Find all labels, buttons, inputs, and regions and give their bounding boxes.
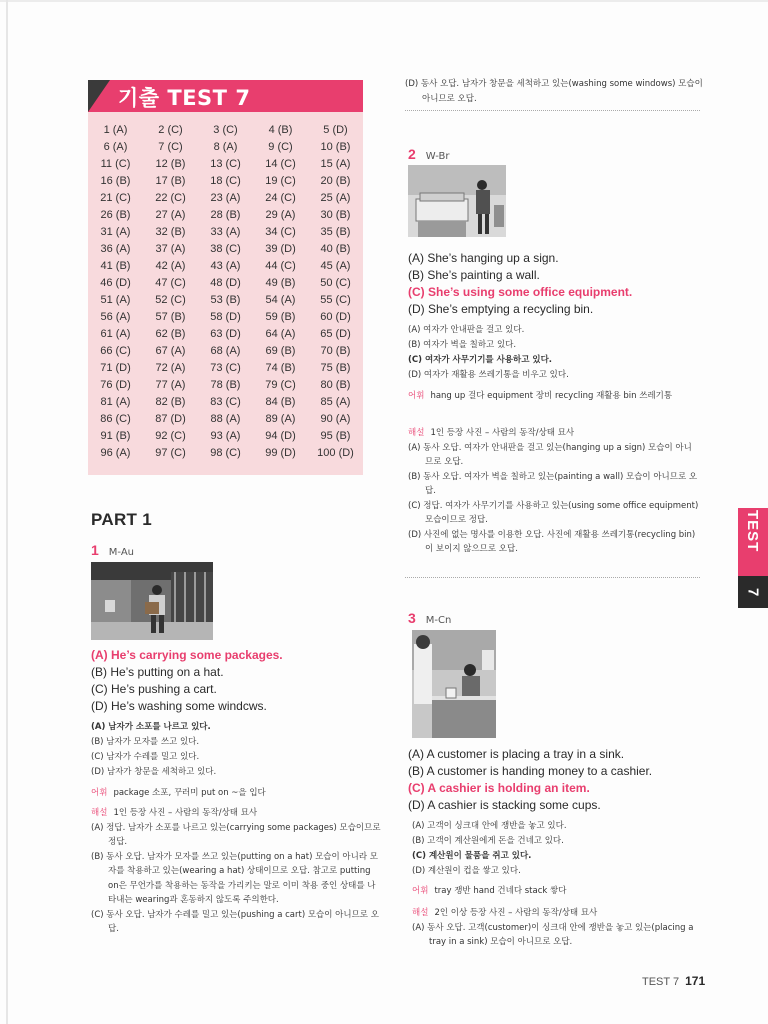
answer-key-item: 84 (B)	[265, 396, 296, 408]
answer-key-item: 95 (B)	[320, 430, 351, 442]
q2-expl-head	[408, 426, 700, 441]
answer-key-item: 97 (C)	[155, 447, 186, 459]
q2-vocab	[408, 389, 698, 403]
answer-key-item: 100 (D)	[317, 447, 354, 459]
answer-key-item: 55 (C)	[320, 294, 351, 306]
answer-key-item: 56 (A)	[100, 311, 131, 323]
q2-expl-a: (A) 동사 오답. 여자가 안내판을 걸고 있는(hanging up a sign) 모습이 아니므로 오답.	[408, 442, 692, 467]
q1-translation-b: (B) 남자가 모자를 쓰고 있다.	[91, 737, 200, 747]
q3-option-a: (A) A customer is placing a tray in a sink.	[408, 747, 625, 761]
answer-key-item: 13 (C)	[210, 158, 241, 170]
answer-key-item: 90 (A)	[320, 413, 351, 425]
vocab-label: 어휘	[91, 788, 108, 798]
page-footer	[642, 974, 705, 988]
answer-key-item: 24 (C)	[265, 192, 296, 204]
answer-key-item: 77 (A)	[155, 379, 186, 391]
answer-key-item: 19 (C)	[265, 175, 296, 187]
q1-expl-c: (C) 동사 오답. 남자가 수레를 밀고 있는(pushing a cart) 모습이 아니므로 오답.	[91, 909, 379, 934]
answer-key-item: 47 (C)	[155, 277, 186, 289]
answer-key-item: 34 (C)	[265, 226, 296, 238]
answer-key-item: 33 (A)	[210, 226, 241, 238]
q2-photo	[408, 165, 506, 237]
q2-expl-head-text: 1인 등장 사진 – 사람의 동작/상태 묘사	[430, 428, 575, 438]
q2-translation-d: (D) 여자가 재활용 쓰레기통을 비우고 있다.	[408, 370, 569, 380]
q2-translation-c: (C) 여자가 사무기기를 사용하고 있다.	[408, 355, 553, 365]
q1-expl-a: (A) 정답. 남자가 소포를 나르고 있는(carrying some packages) 모습이므로 정답.	[91, 822, 381, 847]
answer-key-item: 27 (A)	[155, 209, 186, 221]
q1-explanation	[91, 806, 381, 937]
q1-option-d: (D) He’s washing some windcws.	[91, 699, 267, 713]
answer-key-item: 49 (B)	[265, 277, 296, 289]
q2-header	[408, 146, 450, 162]
q2-option-c: (C) She’s using some office equipment.	[408, 285, 633, 299]
answer-key-item: 96 (A)	[100, 447, 131, 459]
q1-photo	[91, 562, 213, 640]
answer-key-item: 65 (D)	[320, 328, 351, 340]
expl-label: 해설	[91, 808, 108, 818]
answer-key-item: 16 (B)	[100, 175, 131, 187]
q2-options	[408, 250, 632, 318]
answer-key-item: 61 (A)	[100, 328, 131, 340]
answer-key-item: 50 (C)	[320, 277, 351, 289]
answer-key-item: 75 (B)	[320, 362, 351, 374]
q3-expl-head-text: 2인 이상 등장 사진 – 사람의 동작/상태 묘사	[434, 908, 598, 918]
answer-key-item: 79 (C)	[265, 379, 296, 391]
answer-key-item: 67 (A)	[155, 345, 186, 357]
q3-option-c: (C) A cashier is holding an item.	[408, 781, 590, 795]
answer-key-item: 74 (B)	[265, 362, 296, 374]
answer-key-item: 86 (C)	[100, 413, 131, 425]
answer-key-item: 32 (B)	[155, 226, 186, 238]
answer-key-header	[88, 80, 363, 112]
q3-photo-image	[412, 630, 496, 738]
answer-key-item: 40 (B)	[320, 243, 351, 255]
q3-translation-d: (D) 계산원이 컵을 쌓고 있다.	[412, 866, 521, 876]
divider	[405, 110, 700, 111]
answer-key-item: 29 (A)	[265, 209, 296, 221]
answer-key-item: 60 (D)	[320, 311, 351, 323]
answer-key-item: 52 (C)	[155, 294, 186, 306]
answer-key-item: 62 (B)	[155, 328, 186, 340]
answer-key-grid	[88, 122, 363, 462]
answer-key-item: 39 (D)	[265, 243, 296, 255]
answer-key-item: 93 (A)	[210, 430, 241, 442]
answer-key-item: 4 (B)	[268, 124, 293, 136]
answer-key-item: 11 (C)	[100, 158, 131, 170]
answer-key-item: 25 (A)	[320, 192, 351, 204]
answer-key-item: 7 (C)	[158, 141, 183, 153]
q3-translation-c: (C) 계산원이 물품을 쥐고 있다.	[412, 851, 532, 861]
answer-key-item: 12 (B)	[155, 158, 186, 170]
expl-label: 해설	[412, 908, 429, 918]
q3-vocab-text: tray 쟁반 hand 건네다 stack 쌓다	[434, 886, 567, 896]
q3-expl-head	[412, 906, 702, 921]
q1-option-b: (B) He’s putting on a hat.	[91, 665, 224, 679]
q3-voice: M-Cn	[425, 615, 452, 626]
q2-photo-image	[408, 165, 506, 237]
answer-key-item: 98 (C)	[210, 447, 241, 459]
q1-header	[91, 542, 134, 558]
answer-key-item: 51 (A)	[100, 294, 131, 306]
answer-key-item: 44 (C)	[265, 260, 296, 272]
vocab-label: 어휘	[408, 391, 425, 401]
header-corner	[88, 80, 110, 112]
q3-vocab	[412, 884, 702, 898]
answer-key-item: 92 (C)	[155, 430, 186, 442]
answer-key-item: 36 (A)	[100, 243, 131, 255]
footer-label: TEST 7	[642, 976, 680, 988]
answer-key-item: 87 (D)	[155, 413, 186, 425]
answer-key-item: 41 (B)	[100, 260, 131, 272]
answer-key-item: 73 (C)	[210, 362, 241, 374]
q3-translation-b: (B) 고객이 계산원에게 돈을 건네고 있다.	[412, 836, 564, 846]
q1-number: 1	[91, 542, 99, 558]
answer-key-item: 35 (B)	[320, 226, 351, 238]
q1-expl-d: (D) 동사 오답. 남자가 창문을 세척하고 있는(washing some windows) 모습이 아니므로 오답.	[405, 79, 703, 104]
answer-key-item: 81 (A)	[100, 396, 131, 408]
q1-option-c: (C) He’s pushing a cart.	[91, 682, 217, 696]
answer-key-item: 5 (D)	[323, 124, 348, 136]
q2-expl-c: (C) 정답. 여자가 사무기기를 사용하고 있는(using some office equipment) 모습이므로 정답.	[408, 500, 699, 525]
answer-key-item: 1 (A)	[103, 124, 128, 136]
q1-translation-c: (C) 남자가 수레를 밀고 있다.	[91, 752, 200, 762]
q2-translation-b: (B) 여자가 벽을 칠하고 있다.	[408, 340, 517, 350]
q1-voice: M-Au	[108, 547, 134, 558]
answer-key-item: 6 (A)	[103, 141, 128, 153]
q2-option-a: (A) She’s hanging up a sign.	[408, 251, 559, 265]
answer-key-item: 68 (A)	[210, 345, 241, 357]
answer-key-item: 46 (D)	[100, 277, 131, 289]
q1-translations	[91, 720, 216, 780]
answer-key-item: 2 (C)	[158, 124, 183, 136]
answer-key-item: 31 (A)	[100, 226, 131, 238]
answer-key-item: 71 (D)	[100, 362, 131, 374]
q3-header	[408, 610, 451, 626]
answer-key-item: 30 (B)	[320, 209, 351, 221]
answer-key-item: 38 (C)	[210, 243, 241, 255]
answer-key-item: 76 (D)	[100, 379, 131, 391]
q2-vocab-text: hang up 걸다 equipment 장비 recycling 재활용 bin 쓰레기통	[430, 391, 673, 401]
answer-key-item: 57 (B)	[155, 311, 186, 323]
q3-options	[408, 746, 652, 814]
q2-explanation	[408, 426, 700, 557]
answer-key-item: 9 (C)	[268, 141, 293, 153]
answer-key-item: 88 (A)	[210, 413, 241, 425]
page-number: 171	[685, 974, 706, 988]
q2-expl-b: (B) 동사 오답. 여자가 벽을 칠하고 있는(painting a wall) 모습이 아니므로 오답.	[408, 471, 698, 496]
answer-key-item: 21 (C)	[100, 192, 131, 204]
scan-edge-top	[0, 0, 768, 2]
answer-key-item: 8 (A)	[213, 141, 238, 153]
q3-option-d: (D) A cashier is stacking some cups.	[408, 798, 601, 812]
answer-key-item: 69 (B)	[265, 345, 296, 357]
q1-options	[91, 647, 283, 715]
answer-key-item: 78 (B)	[210, 379, 241, 391]
q3-explanation	[412, 906, 702, 950]
q1-expl-head-text: 1인 등장 사진 – 사람의 동작/상태 묘사	[113, 808, 258, 818]
answer-key-item: 22 (C)	[155, 192, 186, 204]
answer-key-item: 53 (B)	[210, 294, 241, 306]
q3-number: 3	[408, 610, 416, 626]
answer-key-item: 37 (A)	[155, 243, 186, 255]
q1-expl-head	[91, 806, 381, 821]
answer-key-item: 58 (D)	[210, 311, 241, 323]
answer-key-item: 99 (D)	[265, 447, 296, 459]
answer-key-item: 14 (C)	[265, 158, 296, 170]
answer-key-item: 54 (A)	[265, 294, 296, 306]
answer-key-item: 89 (A)	[265, 413, 296, 425]
q2-translation-a: (A) 여자가 안내판을 걸고 있다.	[408, 325, 525, 335]
q1-expl-b: (B) 동사 오답. 남자가 모자를 쓰고 있는(putting on a hat) 모습이 아니라 모자를 착용하고 있는(wearing a hat) 상태이므로 오답. 참고로 putting on은 무언가를 착용하는 동작을 가리키는 말로 이미 착용 중인 상태를 나타내는 wearing과 혼동하지 않도록 주의한다.	[91, 851, 378, 905]
q2-translations	[408, 323, 569, 383]
answer-key-item: 45 (A)	[320, 260, 351, 272]
q2-voice: W-Br	[425, 151, 450, 162]
side-tab-number: 7	[738, 576, 768, 608]
answer-key-item: 3 (C)	[213, 124, 238, 136]
test-side-tab	[738, 508, 768, 608]
answer-key-item: 26 (B)	[100, 209, 131, 221]
answer-key-item: 85 (A)	[320, 396, 351, 408]
vocab-label: 어휘	[412, 886, 429, 896]
q3-expl-a: (A) 동사 오답. 고객(customer)이 싱크대 안에 쟁반을 놓고 있는(placing a tray in a sink) 모습이 아니므로 오답.	[412, 922, 694, 947]
answer-key-item: 70 (B)	[320, 345, 351, 357]
q2-option-d: (D) She’s emptying a recycling bin.	[408, 302, 594, 316]
answer-key-item: 42 (A)	[155, 260, 186, 272]
answer-key-item: 28 (B)	[210, 209, 241, 221]
answer-key-item: 80 (B)	[320, 379, 351, 391]
q3-translation-a: (A) 고객이 싱크대 안에 쟁반을 놓고 있다.	[412, 821, 567, 831]
divider	[405, 577, 700, 578]
q1-explanation-continued	[405, 77, 705, 106]
answer-key-item: 91 (B)	[100, 430, 131, 442]
answer-key-item: 43 (A)	[210, 260, 241, 272]
answer-key-item: 23 (A)	[210, 192, 241, 204]
part-title: PART 1	[91, 510, 152, 529]
answer-key-item: 15 (A)	[320, 158, 351, 170]
answer-key-item: 17 (B)	[155, 175, 186, 187]
answer-key-item: 94 (D)	[265, 430, 296, 442]
answer-key-item: 83 (C)	[210, 396, 241, 408]
answer-key-item: 66 (C)	[100, 345, 131, 357]
answer-key-item: 20 (B)	[320, 175, 351, 187]
answer-key-item: 18 (C)	[210, 175, 241, 187]
q1-vocab	[91, 786, 381, 800]
q1-vocab-text: package 소포, 꾸러미 put on ~을 입다	[113, 788, 266, 798]
q3-option-b: (B) A customer is handing money to a cashier.	[408, 764, 653, 778]
q1-translation-d: (D) 남자가 창문을 세척하고 있다.	[91, 767, 217, 777]
answer-key-item: 64 (A)	[265, 328, 296, 340]
q1-option-a: (A) He’s carrying some packages.	[91, 648, 283, 662]
q1-translation-a: (A) 남자가 소포를 나르고 있다.	[91, 722, 211, 732]
answer-key-item: 82 (B)	[155, 396, 186, 408]
answer-key-item: 59 (B)	[265, 311, 296, 323]
answer-key-item: 63 (D)	[210, 328, 241, 340]
answer-key-item: 72 (A)	[155, 362, 186, 374]
answer-key-item: 10 (B)	[320, 141, 351, 153]
expl-label: 해설	[408, 428, 425, 438]
side-tab-label: TEST	[744, 510, 761, 553]
q1-photo-image	[91, 562, 213, 640]
q3-translations	[412, 819, 567, 879]
answer-key-title: 기출 TEST 7	[118, 86, 251, 110]
q2-number: 2	[408, 146, 416, 162]
q2-option-b: (B) She’s painting a wall.	[408, 268, 540, 282]
scan-edge-left	[6, 0, 8, 1024]
answer-key-item: 48 (D)	[210, 277, 241, 289]
q3-photo	[412, 630, 496, 738]
q2-expl-d: (D) 사진에 없는 명사를 이용한 오답. 사진에 재활용 쓰레기통(recycling bin)이 보이지 않으므로 오답.	[408, 529, 696, 554]
